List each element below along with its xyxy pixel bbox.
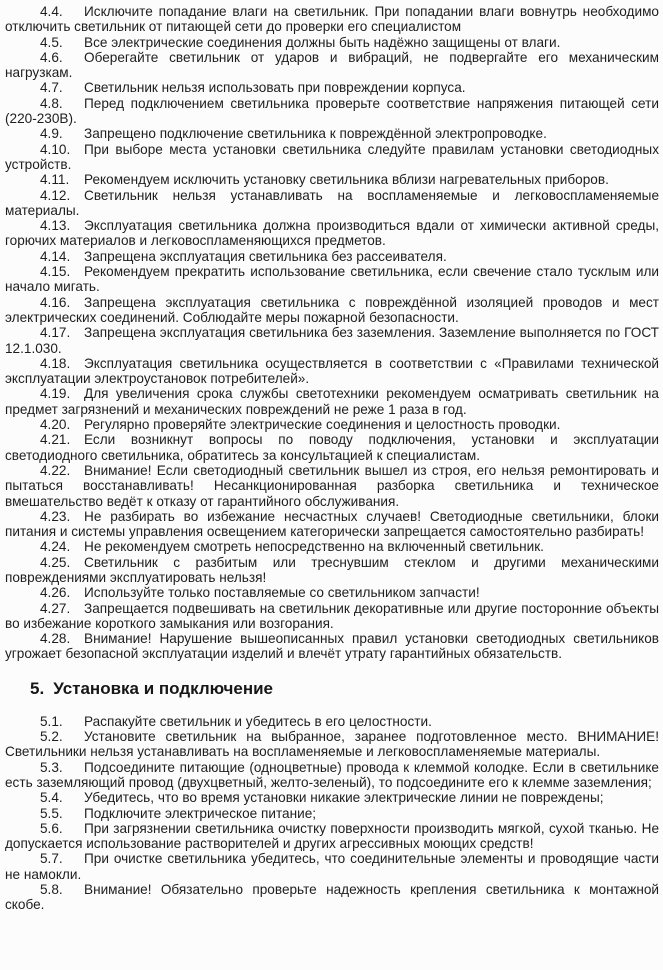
item-number: 4.12. (40, 187, 71, 203)
item-text: Рекомендуем прекратить использование светильника, если свечение стало тусклым или начало мигать. (5, 264, 659, 295)
item-number: 4.19. (40, 386, 71, 402)
item-text: Не разбирать во избежание несчастных случаев! Светодиодные светильники, блоки питания и системы управления освещением категорически запрещается самостоятельно разбирать! (5, 508, 659, 540)
item-number: 5.6. (40, 820, 63, 836)
item-text: Подключите электрическое питание; (84, 805, 317, 821)
item-text: Используйте только поставляемые со светильником запчасти! (84, 585, 480, 601)
item-text: Внимание! Нарушение вышеописанных правил установки светодиодных светильников угрожает безопасной эксплуатации изделий и влечёт утрату гарантийных обязательств. (5, 631, 659, 662)
list-item (5, 35, 659, 50)
list-item (5, 80, 659, 95)
item-text: Светильник нельзя использовать при повреждении корпуса. (84, 80, 466, 96)
list-item (5, 126, 659, 141)
item-text: Внимание! Если светодиодный светильник вышел из строя, его нельзя ремонтировать и пытаться восстанавливать! Несанкционированная разборка светильника и техническое вмешательство ведёт к отказу от гарантийного обслуживания. (5, 462, 659, 509)
item-number: 4.14. (40, 248, 71, 264)
list-item (5, 729, 659, 760)
list-item (5, 386, 659, 417)
list-item (5, 882, 659, 913)
list-item (5, 4, 659, 35)
item-number: 4.24. (40, 539, 71, 555)
item-number: 4.23. (40, 508, 71, 524)
item-text: Исключите попадание влаги на светильник. При попадании влаги вовнутрь необходимо отключить светильник от питающей сети до проверки его специалистом (5, 4, 659, 35)
item-text: Оберегайте светильник от ударов и вибраций, не подвергайте его механическим нагрузкам. (5, 49, 659, 81)
list-item (5, 806, 659, 821)
item-text: Перед подключением светильника проверьте соответствие напряжения питающей сети (220-230В). (5, 95, 659, 127)
item-number: 4.7. (40, 80, 63, 96)
item-number: 5.3. (40, 759, 63, 775)
list-item (5, 463, 659, 509)
list-item (5, 601, 659, 632)
item-number: 4.27. (40, 600, 71, 616)
item-number: 4.6. (40, 49, 63, 65)
list-item (5, 356, 659, 387)
item-number: 4.15. (40, 264, 71, 280)
item-number: 4.4. (40, 4, 63, 19)
item-number: 4.10. (40, 141, 71, 157)
item-number: 4.25. (40, 554, 71, 570)
item-text: Эксплуатация светильника должна производиться вдали от химически активной среды, горючих материалов и легковоспламеняющихся предметов. (5, 218, 659, 249)
item-text: Если возникнут вопросы по поводу подключения, установки и эксплуатации светодиодного светильника, обратитесь за консультацией к специалистам. (5, 432, 659, 463)
section-5-number: 5. (30, 678, 45, 698)
item-text: Подсоедините питающие (одноцветные) провода к клеммой колодке. Если в светильнике есть заземляющий провод (двухцветный, желто-зеленый), то подсоедините его к клемме заземления; (5, 759, 659, 790)
list-item (5, 188, 659, 219)
list-item (5, 555, 659, 586)
list-item (5, 714, 659, 729)
item-number: 4.21. (40, 432, 71, 448)
item-number: 4.8. (40, 95, 63, 111)
item-number: 4.20. (40, 417, 71, 433)
item-number: 4.26. (40, 585, 71, 601)
list-item (5, 417, 659, 432)
item-text: Запрещено подключение светильника к повреждённой электропроводке. (84, 126, 547, 142)
item-number: 4.16. (40, 294, 71, 310)
item-number: 4.17. (40, 325, 71, 341)
list-item (5, 585, 659, 600)
item-text: Распакуйте светильник и убедитесь в его целостности. (84, 713, 432, 729)
list-item (5, 142, 659, 173)
item-number: 5.8. (40, 882, 63, 898)
item-number: 5.2. (40, 729, 63, 745)
item-text: При загрязнении светильника очистку поверхности производить мягкой, сухой тканью. Не допускается использование растворителей и других агрессивных моющих средств! (5, 820, 659, 852)
item-text: Не рекомендуем смотреть непосредственно на включенный светильник. (84, 539, 544, 555)
item-text: Запрещена эксплуатация светильника без рассеивателя. (84, 248, 447, 264)
item-text: При очистке светильника убедитесь, что соединительные элементы и проводящие части не намокли. (5, 851, 659, 882)
item-number: 5.7. (40, 851, 63, 867)
list-item (5, 50, 659, 81)
item-text: Для увеличения срока службы светотехники рекомендуем осматривать светильник на предмет загрязнений и механических повреждений не реже 1 раза в год. (5, 386, 659, 417)
list-item (5, 295, 659, 326)
item-number: 4.11. (40, 172, 70, 188)
item-text: Убедитесь, что во время установки никакие электрические линии не повреждены; (84, 790, 604, 806)
item-number: 4.13. (40, 218, 71, 234)
item-text: Установите светильник на выбранное, заранее подготовленное место. ВНИМАНИЕ! Светильники нельзя устанавливать на воспламеняемые и легковоспламеняемые материалы. (5, 729, 659, 760)
list-item (5, 218, 659, 249)
list-item (5, 790, 659, 805)
section-5-heading (30, 679, 659, 699)
list-item (5, 172, 659, 187)
section-5-title: Установка и подключение (53, 678, 273, 698)
item-text: Светильник с разбитым или треснувшим стеклом и другими механическими повреждениями эксплуатировать нельзя! (5, 554, 659, 585)
list-item (5, 539, 659, 554)
list-item (5, 96, 659, 127)
item-number: 5.1. (40, 713, 63, 729)
list-item (5, 760, 659, 791)
list-item (5, 509, 659, 540)
item-text: Запрещена эксплуатация светильника без заземления. Заземление выполняется по ГОСТ 12.1.030. (5, 325, 659, 356)
list-item (5, 631, 659, 662)
item-text: Эксплуатация светильника осуществляется в соответствии с «Правилами технической эксплуатации электроустановок потребителей». (5, 355, 659, 387)
item-text: Запрещается подвешивать на светильник декоративные или другие посторонние объекты во избежание короткого замыкания или возгорания. (5, 600, 659, 631)
list-item (5, 264, 659, 295)
item-text: Регулярно проверяйте электрические соединения и целостность проводки. (84, 417, 561, 433)
section-5-list (5, 714, 659, 913)
item-number: 5.4. (40, 790, 63, 806)
item-text: Рекомендуем исключить установку светильника вблизи нагревательных приборов. (84, 172, 609, 188)
item-number: 4.5. (40, 34, 63, 50)
item-text: Все электрические соединения должны быть надёжно защищены от влаги. (84, 34, 561, 50)
list-item (5, 249, 659, 264)
item-number: 4.22. (40, 462, 71, 478)
item-text: Светильник нельзя устанавливать на воспламеняемые и легковоспламеняемые материалы. (5, 187, 659, 218)
section-4-list (5, 4, 659, 662)
item-text: Запрещена эксплуатация светильника с повреждённой изоляцией проводов и мест электрических соединений. Соблюдайте меры пожарной безопасности. (5, 294, 659, 325)
item-text: При выборе места установки светильника следуйте правилам установки светодиодных устройств. (5, 141, 659, 172)
list-item (5, 851, 659, 882)
item-number: 4.18. (40, 355, 71, 371)
item-number: 5.5. (40, 805, 63, 821)
item-text: Внимание! Обязательно проверьте надежность крепления светильника к монтажной скобе. (5, 882, 659, 913)
list-item (5, 432, 659, 463)
item-number: 4.9. (40, 126, 63, 142)
list-item (5, 821, 659, 852)
list-item (5, 325, 659, 356)
item-number: 4.28. (40, 631, 71, 647)
